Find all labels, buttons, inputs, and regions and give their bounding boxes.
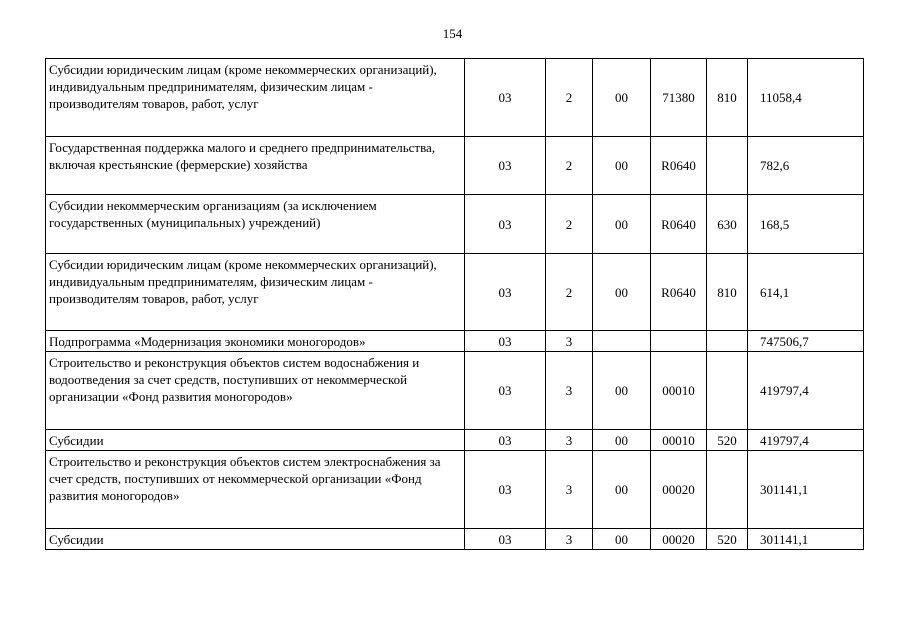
row-expense-type: [707, 451, 748, 529]
row-article: 71380: [651, 59, 707, 137]
row-subsection: 3: [546, 529, 593, 550]
row-group: 00: [593, 254, 651, 331]
row-amount: 614,1: [748, 254, 864, 331]
row-expense-type: 810: [707, 59, 748, 137]
row-subsection: 3: [546, 352, 593, 430]
row-name: Подпрограмма «Модернизация экономики моногородов»: [46, 331, 465, 352]
row-group: 00: [593, 451, 651, 529]
row-article: R0640: [651, 137, 707, 195]
row-section: 03: [465, 331, 546, 352]
row-group: 00: [593, 430, 651, 451]
table-row: [46, 331, 864, 352]
row-group: 00: [593, 529, 651, 550]
row-subsection: 3: [546, 430, 593, 451]
row-article: 00010: [651, 430, 707, 451]
row-article: R0640: [651, 195, 707, 254]
row-subsection: 3: [546, 331, 593, 352]
row-expense-type: [707, 137, 748, 195]
row-amount: 747506,7: [748, 331, 864, 352]
row-subsection: 3: [546, 451, 593, 529]
row-article: 00020: [651, 529, 707, 550]
row-name: Субсидии: [46, 529, 465, 550]
row-name: Субсидии: [46, 430, 465, 451]
row-section: 03: [465, 59, 546, 137]
table-row: [46, 59, 864, 137]
row-section: 03: [465, 195, 546, 254]
row-article: [651, 331, 707, 352]
row-article: R0640: [651, 254, 707, 331]
budget-table: [45, 58, 864, 550]
row-group: 00: [593, 195, 651, 254]
row-expense-type: 810: [707, 254, 748, 331]
row-amount: 168,5: [748, 195, 864, 254]
row-article: 00020: [651, 451, 707, 529]
row-group: 00: [593, 59, 651, 137]
row-name: Строительство и реконструкция объектов систем электроснабжения за счет средств, поступивших от некоммерческой организации «Фонд развития моногородов»: [46, 451, 465, 529]
table-row: [46, 254, 864, 331]
row-subsection: 2: [546, 137, 593, 195]
row-subsection: 2: [546, 195, 593, 254]
row-amount: 419797,4: [748, 430, 864, 451]
row-section: 03: [465, 451, 546, 529]
row-name: Субсидии юридическим лицам (кроме некоммерческих организаций), индивидуальным предпринимателям, физическим лицам - производителям товаров, работ, услуг: [46, 59, 465, 137]
row-expense-type: 630: [707, 195, 748, 254]
row-amount: 782,6: [748, 137, 864, 195]
row-section: 03: [465, 529, 546, 550]
row-name: Субсидии некоммерческим организациям (за исключением государственных (муниципальных) учреждений): [46, 195, 465, 254]
row-expense-type: [707, 331, 748, 352]
row-name: Государственная поддержка малого и среднего предпринимательства, включая крестьянские (фермерские) хозяйства: [46, 137, 465, 195]
row-amount: 301141,1: [748, 451, 864, 529]
row-group: [593, 331, 651, 352]
row-article: 00010: [651, 352, 707, 430]
row-group: 00: [593, 137, 651, 195]
row-subsection: 2: [546, 254, 593, 331]
row-name: Строительство и реконструкция объектов систем водоснабжения и водоотведения за счет средств, поступивших от некоммерческой организации «Фонд развития моногородов»: [46, 352, 465, 430]
row-group: 00: [593, 352, 651, 430]
table-row: [46, 352, 864, 430]
row-amount: 301141,1: [748, 529, 864, 550]
row-amount: 11058,4: [748, 59, 864, 137]
row-subsection: 2: [546, 59, 593, 137]
table-row: [46, 529, 864, 550]
table-row: [46, 137, 864, 195]
table-row: [46, 430, 864, 451]
row-expense-type: 520: [707, 529, 748, 550]
row-section: 03: [465, 430, 546, 451]
row-name: Субсидии юридическим лицам (кроме некоммерческих организаций), индивидуальным предпринимателям, физическим лицам - производителям товаров, работ, услуг: [46, 254, 465, 331]
row-section: 03: [465, 137, 546, 195]
table-row: [46, 195, 864, 254]
page-number: 154: [442, 26, 463, 41]
row-amount: 419797,4: [748, 352, 864, 430]
row-section: 03: [465, 352, 546, 430]
table-row: [46, 451, 864, 529]
row-expense-type: [707, 352, 748, 430]
row-expense-type: 520: [707, 430, 748, 451]
row-section: 03: [465, 254, 546, 331]
